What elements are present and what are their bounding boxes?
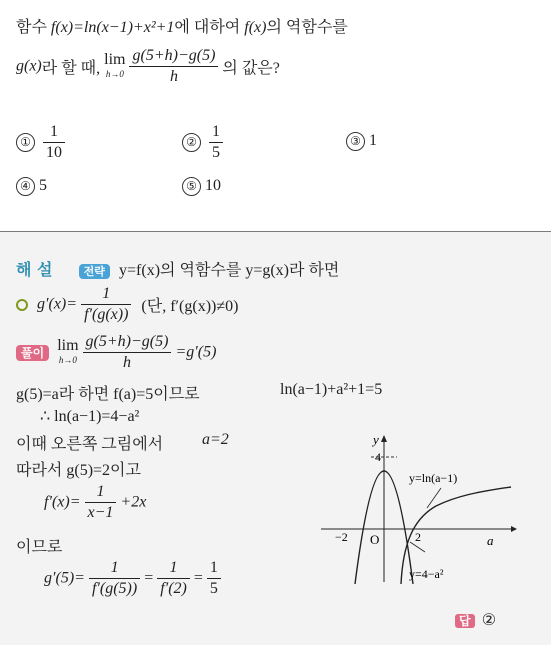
step-lhs: f′(x)= xyxy=(44,493,81,511)
step-text: 따라서 g(5)=2이고 xyxy=(16,462,141,479)
fraction-numerator: 1 xyxy=(207,558,221,579)
fraction-numerator: 1 xyxy=(157,558,190,579)
choice-marker: ① xyxy=(16,133,35,152)
y-axis-label: y xyxy=(373,432,379,447)
limit-operator xyxy=(104,50,126,81)
limit-fraction xyxy=(129,46,218,87)
fraction-denominator: 5 xyxy=(212,144,220,161)
fraction-denominator: h xyxy=(122,354,131,371)
fraction-numerator: g(5+h)−g(5) xyxy=(83,332,172,353)
choice-4[interactable] xyxy=(16,177,47,196)
solution-step-4 xyxy=(16,431,276,454)
solution-step-5 xyxy=(16,457,141,480)
solution-step-8 xyxy=(44,558,221,599)
label-parabola: y=4−a² xyxy=(409,567,444,581)
fraction-numerator: 1 xyxy=(43,122,65,143)
choice-2[interactable] xyxy=(182,122,223,163)
choice-marker: ④ xyxy=(16,177,35,196)
fraction-denominator: f′(g(5)) xyxy=(91,580,138,597)
problem-line-2 xyxy=(16,46,280,87)
choice-value: 1 xyxy=(369,132,377,150)
limit-operator xyxy=(57,336,79,367)
text-fragment: 에 대하여 xyxy=(174,19,245,36)
choice-1[interactable] xyxy=(16,122,65,163)
choice-3[interactable] xyxy=(346,132,377,151)
function-definition: f(x)=ln(x−1)+x²+1 xyxy=(50,19,175,36)
step-rhs: +2x xyxy=(120,493,147,511)
step-text: 이므로 xyxy=(16,539,63,556)
fraction-denominator: 5 xyxy=(209,580,218,597)
step-equation: a=2 xyxy=(202,431,229,448)
formula-lhs: g′(x)= xyxy=(37,295,78,313)
equals-sign: = xyxy=(144,569,154,587)
step-text: g(5)=a라 하면 f(a)=5이므로 xyxy=(16,386,200,403)
answer-value: ② xyxy=(481,612,497,629)
tick-label-4: 4 xyxy=(375,450,381,464)
fraction-denominator: x−1 xyxy=(87,504,114,521)
formula-condition: (단, f′(g(x))≠0) xyxy=(141,298,239,315)
solution-step-7 xyxy=(16,534,62,557)
step-text: 이때 오른쪽 그림에서 xyxy=(16,436,164,453)
problem-line-1 xyxy=(16,14,348,37)
step-fraction xyxy=(89,558,140,599)
math-gx: g(x) xyxy=(16,57,42,75)
fraction-numerator: 1 xyxy=(85,482,117,503)
text-fragment: 의 값은? xyxy=(222,60,280,77)
math-fx: f(x) xyxy=(244,19,267,36)
solution-step-3 xyxy=(40,406,139,426)
choice-5[interactable] xyxy=(182,177,221,196)
lim-text: lim xyxy=(104,50,126,68)
lim-subscript: h→0 xyxy=(105,68,124,79)
choice-fraction xyxy=(209,122,223,163)
fraction-numerator: 1 xyxy=(89,558,140,579)
step-fraction xyxy=(157,558,190,599)
choice-fraction xyxy=(43,122,65,163)
answer-tag: 답 xyxy=(455,614,475,628)
text-fragment: 의 역함수를 xyxy=(266,19,348,36)
equals-sign: = xyxy=(193,569,203,587)
strategy-text: y=f(x)의 역함수를 y=g(x)라 하면 xyxy=(119,262,340,279)
solution-step-6 xyxy=(44,482,146,523)
formula-fraction xyxy=(81,284,131,325)
x-axis-label: a xyxy=(487,533,494,548)
tick-label-minus-2: −2 xyxy=(335,530,348,544)
strategy-tag: 전략 xyxy=(79,264,110,279)
formula-bullet-icon xyxy=(16,299,28,311)
fraction-numerator: g(5+h)−g(5) xyxy=(129,46,218,67)
step-fraction xyxy=(207,558,221,599)
y-axis-arrow-icon xyxy=(381,435,387,442)
fraction-denominator: f′(2) xyxy=(160,580,187,597)
choice-marker: ② xyxy=(182,133,201,152)
origin-label: O xyxy=(370,532,380,547)
limit-fraction xyxy=(83,332,172,373)
tick-label-2: 2 xyxy=(415,530,421,544)
solution-header xyxy=(16,257,339,280)
fraction-numerator: 1 xyxy=(81,284,131,305)
choice-marker: ③ xyxy=(346,132,365,151)
fraction-numerator: 1 xyxy=(209,122,223,143)
label-ln-curve: y=ln(a−1) xyxy=(409,471,458,485)
choice-marker: ⑤ xyxy=(182,177,201,196)
solution-step-2 xyxy=(16,381,536,404)
step-rhs: =g′(5) xyxy=(175,343,217,361)
choice-value: 5 xyxy=(39,177,47,195)
inverse-derivative-formula xyxy=(16,284,238,325)
step-equation: ln(a−1)+a²+1=5 xyxy=(280,381,383,398)
step-lhs: g′(5)= xyxy=(44,569,85,587)
x-axis-arrow-icon xyxy=(511,526,517,532)
pul-tag: 풀이 xyxy=(16,345,49,361)
step-fraction xyxy=(85,482,117,523)
fraction-denominator: h xyxy=(169,68,178,85)
text-fragment: 라 할 때, xyxy=(41,60,105,77)
step-equation: ∴ ln(a−1)=4−a² xyxy=(40,408,140,425)
answer-line xyxy=(455,610,496,630)
graph xyxy=(321,432,521,592)
lim-subscript: h→0 xyxy=(58,354,77,365)
lim-text: lim xyxy=(57,336,79,354)
fraction-denominator: 10 xyxy=(46,144,62,161)
text-fragment: 함수 xyxy=(16,19,51,36)
solution-heading: 해 설 xyxy=(16,260,53,279)
solution-step-1 xyxy=(16,332,216,373)
choice-value: 10 xyxy=(205,177,221,195)
fraction-denominator: f′(g(x)) xyxy=(84,306,129,323)
